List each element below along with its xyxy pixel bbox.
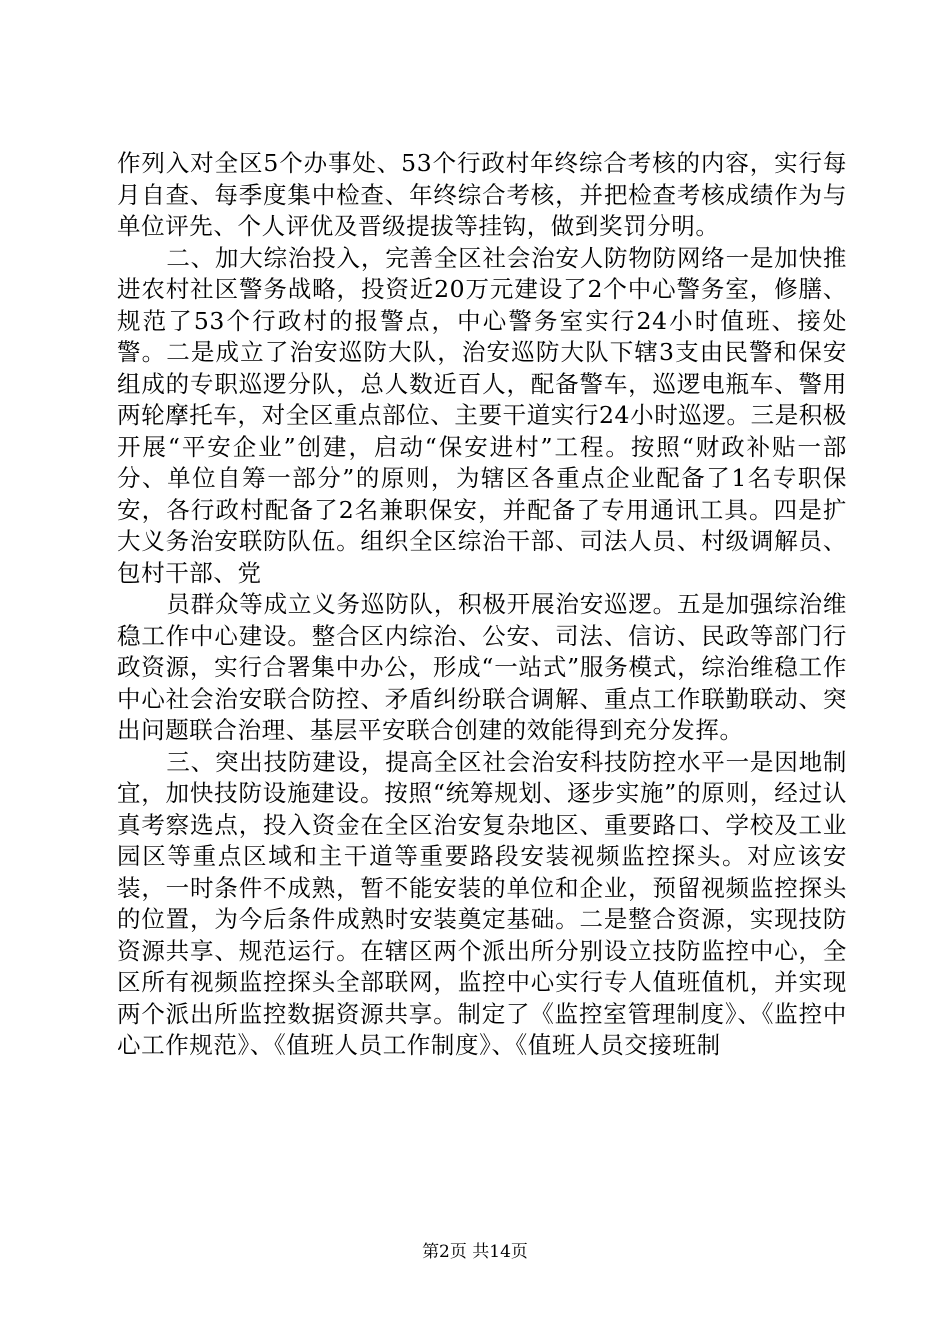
page-number-footer: 第2页 共14页 [422,1242,528,1262]
paragraph-1: 作列入对全区5个办事处、53个行政村年终综合考核的内容，实行每月自查、每季度集中检查、年终综合考核，并把检查考核成绩作为与单位评先、个人评优及晋级提拔等挂钩，做到奖罚分明。 [117,149,847,240]
paragraph-3: 员群众等成立义务巡防队，积极开展治安巡逻。五是加强综治维稳工作中心建设。整合区内综治、公安、司法、信访、民政等部门行政资源，实行合署集中办公，形成“一站式”服务模式，综治维稳工作中心社会治安联合防控、矛盾纠纷联合调解、重点工作联勤联动、突出问题联合治理、基层平安联合创建的效能得到充分发挥。 [117,590,847,744]
paragraph-2: 二、加大综治投入，完善全区社会治安人防物防网络一是加快推进农村社区警务战略，投资近20万元建设了2个中心警务室，修膳、规范了53个行政村的报警点，中心警务室实行24小时值班、接处警。二是成立了治安巡防大队，治安巡防大队下辖3支由民警和保安组成的专职巡逻分队，总人数近百人，配备警车，巡逻电瓶车、警用两轮摩托车，对全区重点部位、主要干道实行24小时巡逻。三是积极开展“平安企业”创建，启动“保安进村”工程。按照“财政补贴一部分、单位自筹一部分”的原则，为辖区各重点企业配备了1名专职保安，各行政村配备了2名兼职保安，并配备了专用通讯工具。四是扩大义务治安联防队伍。组织全区综治干部、司法人员、村级调解员、包村干部、党 [117,243,848,587]
paragraph-4: 三、突出技防建设，提高全区社会治安科技防控水平一是因地制宜，加快技防设施建设。按照“统筹规划、逐步实施”的原则，经过认真考察选点，投入资金在全区治安复杂地区、重要路口、学校及工业园区等重点区域和主干道等重要路段安装视频监控探头。对应该安装，一时条件不成熟，暂不能安装的单位和企业，预留视频监控探头的位置，为今后条件成熟时安装奠定基础。二是整合资源，实现技防资源共享、规范运行。在辖区两个派出所分别设立技防监控中心，全区所有视频监控探头全部联网，监控中心实行专人值班值机，并实现两个派出所监控数据资源共享。制定了《监控室管理制度》、《监控中心工作规范》、《值班人员工作制度》、《值班人员交接班制 [117,747,847,1059]
document-body [117,148,847,1062]
